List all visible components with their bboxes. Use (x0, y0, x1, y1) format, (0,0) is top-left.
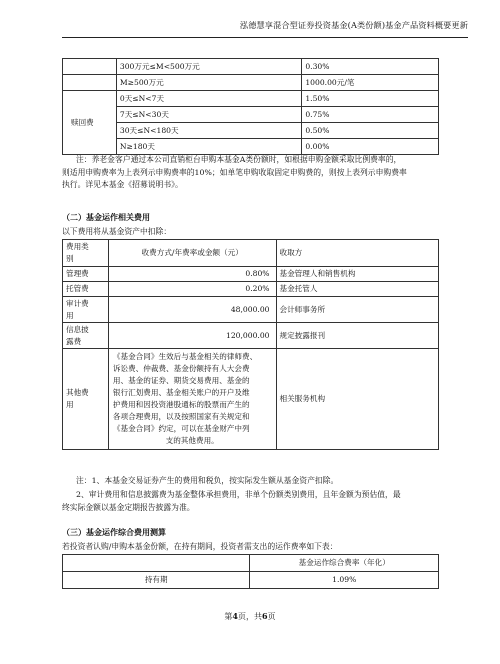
fee-rate-cell: 0.50% (302, 123, 439, 139)
section-intro: 以下费用将从基金资产中扣除： (62, 227, 172, 236)
empty-cell (63, 555, 250, 572)
desc-line: 银行汇划费用、基金相关账户的开户及维 (112, 388, 250, 397)
header-text: 别 (66, 254, 74, 263)
holding-period-label: 持有期 (63, 572, 250, 589)
table-row (63, 107, 439, 123)
fee-type-cell (63, 349, 109, 450)
table-row (63, 59, 439, 75)
table-row (63, 323, 439, 349)
fee-rate-cell: 0.30% (302, 59, 439, 75)
desc-line: 诉讼费、仲裁费、基金份额持有人大会费 (112, 364, 250, 373)
fee-type-text: 露费 (66, 336, 82, 346)
fee-amount-cell: 120,000.00 (108, 323, 276, 349)
fee-type-text: 用 (66, 310, 74, 320)
header-text: 费用类 (66, 242, 89, 251)
table-row (63, 91, 439, 107)
table-header-row (63, 555, 439, 572)
desc-line: 用、基金的证券、期货交易费用、基金的 (112, 376, 250, 385)
page-number-text: 页 (267, 612, 276, 621)
note-line: 注：养老金客户通过本公司直销柜台申购本基金A类份额时，如根据申购金额采取比例费率的， (76, 155, 402, 164)
operating-fee-note-2: 2、审计费用和信息披露费为基金整体承担费用，非单个份额类别费用，且年金额为预估值，最 (76, 490, 401, 499)
fee-type-cell (63, 297, 109, 323)
desc-line: 护费用和因投资港股通标的股票而产生的 (112, 400, 250, 409)
header-title: 泓德慧享混合型证券投资基金(A类份额)基金产品资料概要更新 (239, 20, 468, 30)
fee-type-cell: 托管费 (63, 282, 109, 297)
table-row (63, 282, 439, 297)
fee-range-cell: N≥180天 (116, 139, 301, 155)
fee-rate-cell: 1000.00元/笔 (302, 75, 439, 91)
fee-type-text: 其他费 (66, 388, 89, 397)
payee-cell: 基金托管人 (276, 282, 439, 297)
header-fee-type (63, 240, 109, 267)
fee-amount-cell: 0.20% (108, 282, 276, 297)
redemption-fee-label: 赎回费 (63, 91, 117, 155)
purchase-redemption-fee-table (62, 58, 439, 155)
section-title-operating-fees: （二）基金运作相关费用 (62, 212, 150, 222)
section-title-combined-fees: （三）基金运作综合费用测算 (62, 527, 166, 537)
table-row (63, 123, 439, 139)
current-page: 4 (232, 611, 238, 621)
fee-rate-cell: 0.75% (302, 107, 439, 123)
fee-rate-cell: 1.50% (302, 91, 439, 107)
page-header (0, 0, 500, 40)
purchase-fee-note (62, 154, 452, 192)
table-row (63, 139, 439, 155)
operating-fee-note-1: 注：1、本基金交易证券产生的费用和税负，按实际发生额从基金资产扣除。 (76, 476, 339, 485)
operating-fee-table (62, 239, 439, 450)
fee-amount-cell: 48,000.00 (108, 297, 276, 323)
empty-cell (63, 59, 117, 75)
note-line: 则适用申购费率为上表列示申购费率的10%；如单笔申购收取固定申购费的，则按上表列示申购费率 (62, 167, 407, 177)
header-rule (62, 37, 468, 38)
fee-type-text: 信息披 (66, 324, 89, 334)
payee-cell: 会计师事务所 (276, 297, 439, 323)
fee-range-cell: 7天≤N<30天 (116, 107, 301, 123)
table-row (63, 267, 439, 282)
table-row (63, 75, 439, 91)
desc-line: 《基金合同》约定，可以在基金财产中列 (112, 424, 250, 433)
desc-line: 《基金合同》生效后与基金相关的律师费、 (112, 352, 258, 361)
fee-type-cell: 管理费 (63, 267, 109, 282)
header-fee-amount: 收费方式/年费率或金额（元） (108, 240, 276, 267)
fee-type-text: 用 (66, 400, 74, 409)
fee-type-cell (63, 323, 109, 349)
fee-range-cell: 30天≤N<180天 (116, 123, 301, 139)
other-fee-description (108, 349, 276, 450)
page-number (0, 611, 500, 622)
desc-line: 各项合理费用，以及按照国家有关规定和 (112, 412, 250, 421)
fee-type-text: 审计费 (66, 298, 89, 308)
note-line: 执行。详见本基金《招募说明书》。 (62, 180, 183, 189)
payee-cell: 规定披露报刊 (276, 323, 439, 349)
combined-fee-table (62, 554, 439, 589)
empty-cell (63, 75, 117, 91)
payee-cell: 相关服务机构 (276, 349, 439, 450)
desc-line: 支的其他费用。 (165, 436, 219, 445)
payee-cell: 基金管理人和销售机构 (276, 267, 439, 282)
fee-range-cell: M≥500万元 (116, 75, 301, 91)
table-row (63, 297, 439, 323)
total-pages: 6 (262, 611, 268, 621)
operating-fee-note-2-cont: 终实际金额以基金定期报告披露为准。 (62, 503, 195, 512)
fee-range-cell: 0天≤N<7天 (116, 91, 301, 107)
table-row (63, 572, 439, 589)
fee-range-cell: 300万元≤M<500万元 (116, 59, 301, 75)
header-combined-rate: 基金运作综合费率（年化） (250, 555, 439, 572)
fee-amount-cell: 0.80% (108, 267, 276, 282)
section-intro: 若投资者认购/申购本基金份额，在持有期间，投资者需支出的运作费率如下表： (62, 542, 338, 551)
page-number-text: 第 (224, 612, 233, 621)
combined-rate-value: 1.09% (250, 572, 439, 589)
header-payee: 收取方 (276, 240, 439, 267)
table-header-row (63, 240, 439, 267)
page-number-text: 页，共 (238, 612, 262, 621)
fee-rate-cell: 0.00% (302, 139, 439, 155)
table-row (63, 349, 439, 450)
